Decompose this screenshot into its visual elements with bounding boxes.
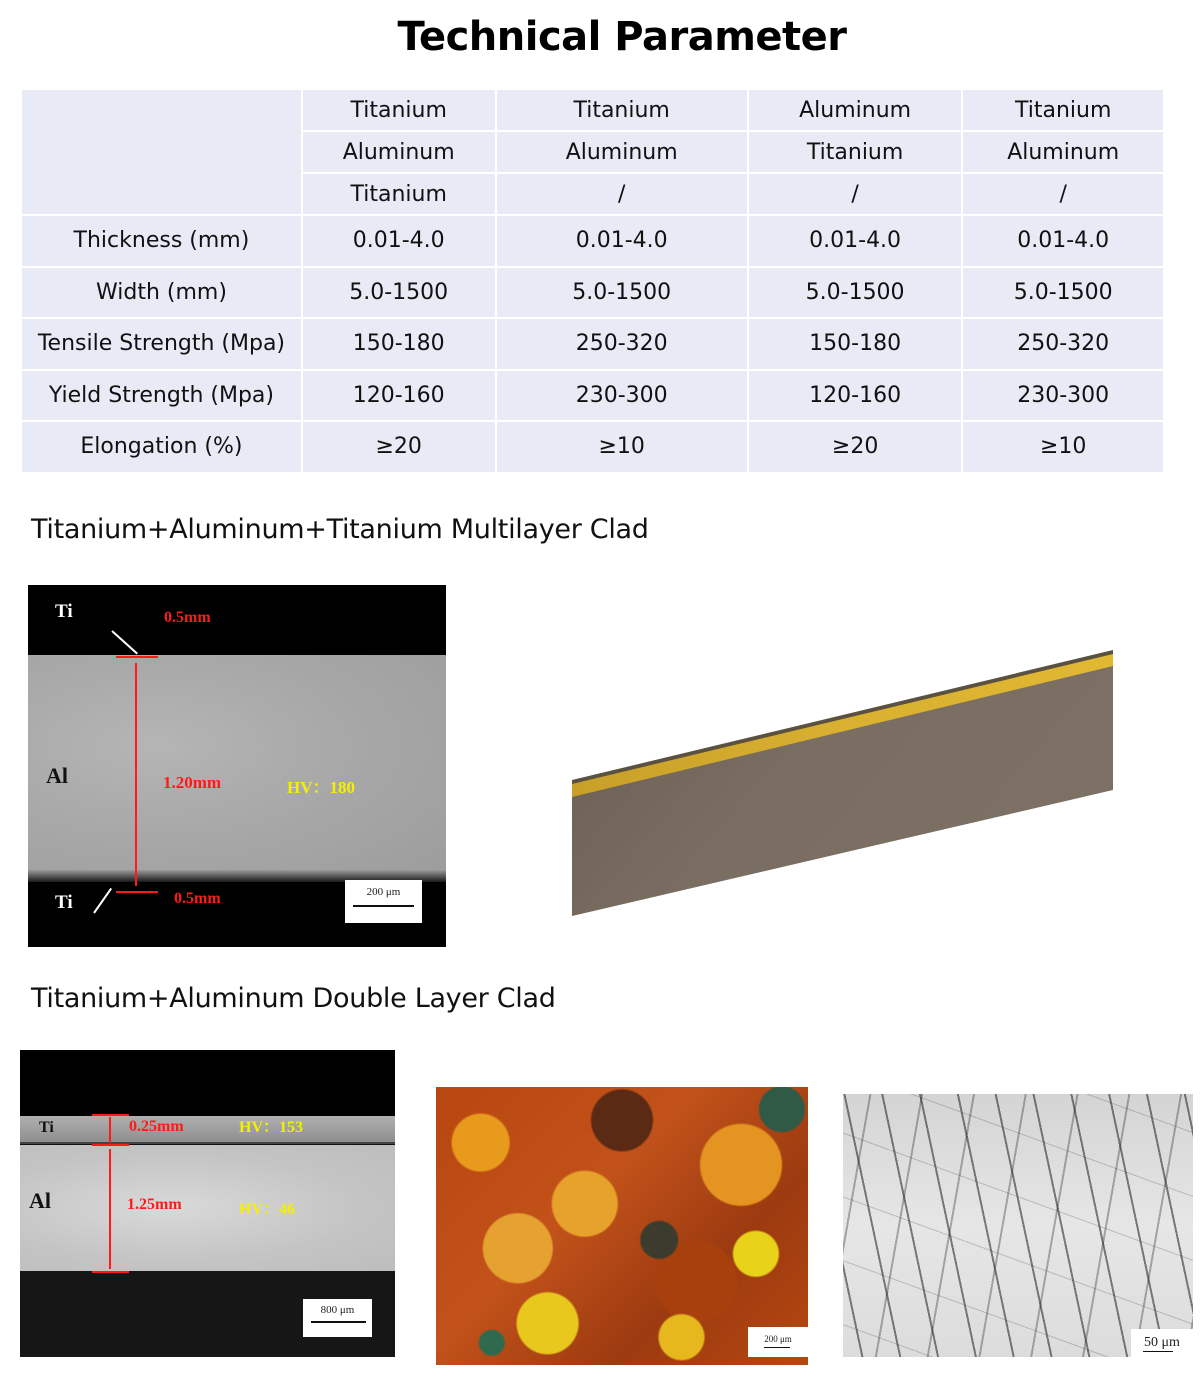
table-header-cell: Titanium bbox=[302, 173, 496, 215]
table-cell: 150-180 bbox=[302, 318, 496, 370]
scale-bar bbox=[303, 1299, 372, 1337]
al-label: Al bbox=[46, 763, 68, 788]
table-corner-cell bbox=[21, 89, 302, 215]
table-cell: 120-160 bbox=[302, 370, 496, 422]
dimension-line bbox=[92, 1144, 129, 1146]
table-cell: 0.01-4.0 bbox=[302, 215, 496, 267]
table-header-cell: Titanium bbox=[962, 89, 1164, 131]
al-hardness-label: HV：46 bbox=[239, 1201, 296, 1218]
hardness-label: HV：180 bbox=[287, 778, 355, 797]
table-header-cell: Aluminum bbox=[496, 131, 748, 173]
top-thickness-label: 0.5mm bbox=[164, 609, 211, 626]
section-title-double-layer: Titanium+Aluminum Double Layer Clad bbox=[31, 983, 556, 1014]
arrow-icon bbox=[111, 630, 138, 654]
scale-bar-line bbox=[764, 1347, 790, 1348]
table-cell: 120-160 bbox=[748, 370, 963, 422]
scale-bar-line bbox=[353, 905, 414, 907]
table-row bbox=[21, 215, 1164, 267]
ti-thickness-label: 0.25mm bbox=[129, 1118, 184, 1135]
dimension-line bbox=[116, 656, 158, 658]
table-cell: 230-300 bbox=[496, 370, 748, 422]
aluminum-microstructure-micrograph bbox=[436, 1087, 808, 1365]
row-label: Yield Strength (Mpa) bbox=[21, 370, 302, 422]
table-cell: ≥10 bbox=[496, 421, 748, 473]
table-row bbox=[21, 267, 1164, 319]
table-header-cell: / bbox=[962, 173, 1164, 215]
row-label: Width (mm) bbox=[21, 267, 302, 319]
scale-bar bbox=[345, 880, 422, 923]
table-cell: 5.0-1500 bbox=[748, 267, 963, 319]
table-cell: 230-300 bbox=[962, 370, 1164, 422]
table-header-cell: Aluminum bbox=[302, 131, 496, 173]
ti-al-cross-section-micrograph bbox=[20, 1050, 395, 1357]
ti-al-ti-cross-section-micrograph bbox=[28, 585, 446, 947]
row-label: Elongation (%) bbox=[21, 421, 302, 473]
table-header-cell: Titanium bbox=[496, 89, 748, 131]
row-label: Thickness (mm) bbox=[21, 215, 302, 267]
table-row bbox=[21, 421, 1164, 473]
mount-background bbox=[20, 1050, 395, 1116]
section-title-multilayer: Titanium+Aluminum+Titanium Multilayer Clad bbox=[31, 514, 649, 545]
scale-bar-label: 800 μm bbox=[320, 1304, 355, 1316]
table-header-cell: Aluminum bbox=[962, 131, 1164, 173]
scale-bar bbox=[748, 1327, 808, 1357]
scale-bar bbox=[1131, 1329, 1193, 1357]
table-cell: 0.01-4.0 bbox=[496, 215, 748, 267]
dimension-arrow-icon bbox=[109, 1149, 111, 1269]
titanium-microstructure-micrograph bbox=[843, 1094, 1193, 1357]
ti-bottom-label: Ti bbox=[55, 892, 73, 913]
dimension-line bbox=[92, 1114, 129, 1116]
table-cell: 5.0-1500 bbox=[962, 267, 1164, 319]
table-row bbox=[21, 318, 1164, 370]
table-cell: 150-180 bbox=[748, 318, 963, 370]
al-thickness-label: 1.25mm bbox=[127, 1196, 182, 1213]
arrow-icon bbox=[93, 888, 112, 914]
technical-parameter-table bbox=[20, 88, 1165, 474]
ti-label: Ti bbox=[39, 1119, 54, 1136]
page-title: Technical Parameter bbox=[397, 14, 847, 60]
bottom-thickness-label: 0.5mm bbox=[174, 890, 221, 907]
dimension-line bbox=[92, 1271, 129, 1273]
titanium-layer bbox=[20, 1116, 395, 1144]
aluminum-layer bbox=[28, 655, 446, 882]
table-row bbox=[21, 370, 1164, 422]
table-header-cell: Aluminum bbox=[748, 89, 963, 131]
scale-bar-label: 50 μm bbox=[1144, 1335, 1180, 1350]
table-cell: ≥10 bbox=[962, 421, 1164, 473]
table-cell: 5.0-1500 bbox=[302, 267, 496, 319]
table-cell: 250-320 bbox=[962, 318, 1164, 370]
row-label: Tensile Strength (Mpa) bbox=[21, 318, 302, 370]
table-cell: 0.01-4.0 bbox=[748, 215, 963, 267]
middle-thickness-label: 1.20mm bbox=[163, 773, 222, 792]
ti-hardness-label: HV：153 bbox=[239, 1119, 304, 1136]
dimension-arrow-icon bbox=[109, 1117, 111, 1143]
ti-top-label: Ti bbox=[55, 601, 73, 622]
clad-strip-product-photo bbox=[570, 650, 1115, 920]
table-header-cell: Titanium bbox=[748, 131, 963, 173]
al-label: Al bbox=[29, 1188, 51, 1213]
table-header-cell: / bbox=[748, 173, 963, 215]
scale-bar-label: 200 μm bbox=[366, 886, 401, 898]
table-cell: 0.01-4.0 bbox=[962, 215, 1164, 267]
table-header-cell: Titanium bbox=[302, 89, 496, 131]
scale-bar-line bbox=[311, 1321, 366, 1323]
table-header-row bbox=[21, 89, 1164, 131]
dimension-arrow-icon bbox=[135, 663, 137, 886]
table-cell: ≥20 bbox=[302, 421, 496, 473]
aluminum-layer bbox=[20, 1145, 395, 1271]
table-header-cell: / bbox=[496, 173, 748, 215]
table-cell: 250-320 bbox=[496, 318, 748, 370]
table-cell: ≥20 bbox=[748, 421, 963, 473]
scale-bar-line bbox=[1143, 1351, 1173, 1352]
table-cell: 5.0-1500 bbox=[496, 267, 748, 319]
scale-bar-label: 200 μm bbox=[764, 1334, 792, 1344]
dimension-line bbox=[116, 891, 158, 893]
